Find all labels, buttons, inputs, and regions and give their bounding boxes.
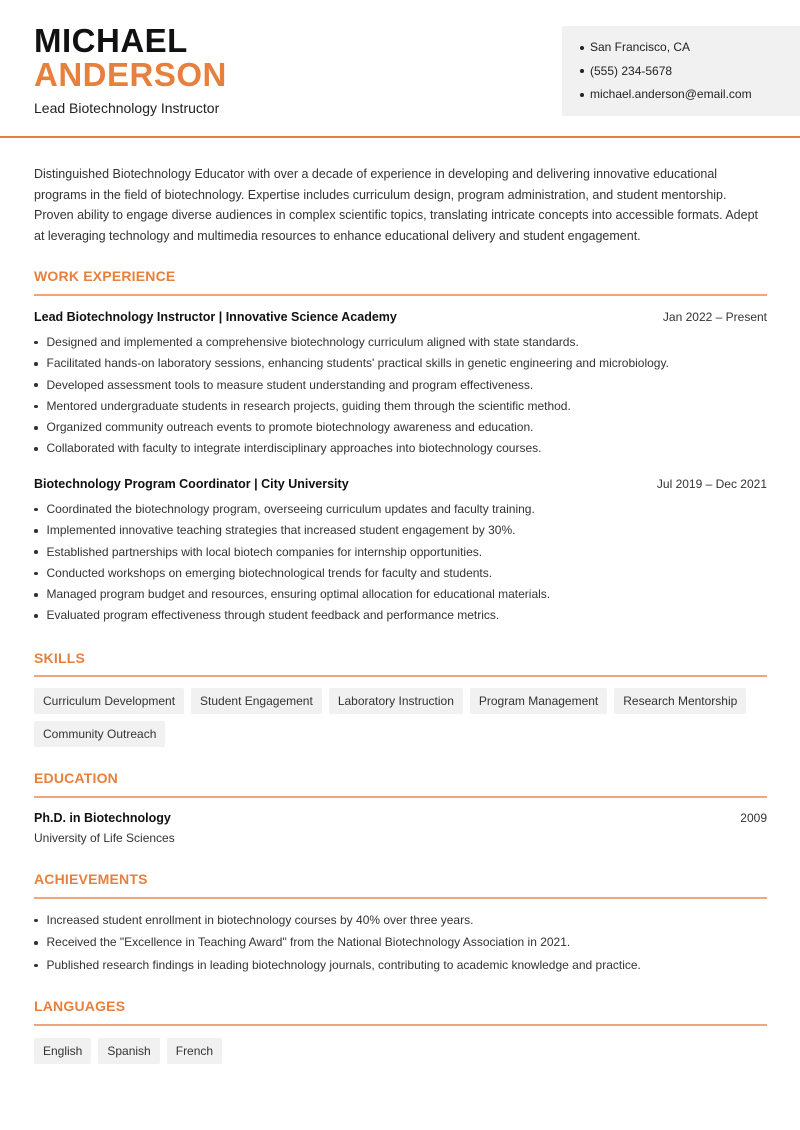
skills-tags [34,688,774,754]
bullet-icon [34,362,38,366]
job-title-2: Biotechnology Program Coordinator | City University [34,477,349,491]
skill-tag: Student Engagement [191,688,322,714]
bullet-text: Managed program budget and resources, ensuring optimal allocation for educational materials. [46,587,551,602]
bullet-text: Collaborated with faculty to integrate interdisciplinary approaches into biotechnology courses. [46,441,542,456]
bullet-icon [34,614,38,618]
bullet-icon [34,550,38,554]
bullet-icon [34,919,38,923]
list-item [34,932,774,955]
section-divider [34,897,767,899]
skill-tag: Program Management [470,688,607,714]
bullet-icon [34,341,38,345]
bullet-text: Established partnerships with local biotech companies for internship opportunities. [46,544,483,559]
bullet-text: Increased student enrollment in biotechnology courses by 40% over three years. [46,912,474,927]
bullet-text: Designed and implemented a comprehensive biotechnology curriculum aligned with state standards. [46,335,579,349]
job-date-2: Jul 2019 – Dec 2021 [656,477,767,491]
resume-header [0,0,800,138]
list-item [34,954,774,977]
bullet-text: Facilitated hands-on laboratory sessions, enhancing students' practical skills in genetic engineering and microbiology. [46,356,669,371]
skill-tag: Research Mentorship [614,688,746,714]
section-divider [34,796,767,798]
bullet-icon [34,941,38,945]
bullet-icon [34,383,38,387]
bullet-text: Received the "Excellence in Teaching Award" from the National Biotechnology Association in 2021. [46,935,571,950]
skill-tag: Laboratory Instruction [329,688,463,714]
language-tag: Spanish [98,1038,159,1064]
list-item [34,396,774,417]
language-tag: English [34,1038,91,1064]
section-divider [34,1024,767,1026]
bullet-text: Coordinated the biotechnology program, overseeing curriculum updates and faculty training. [46,502,535,516]
job-bullets-2 [34,499,774,627]
bullet-icon [34,964,38,968]
list-item [34,353,774,374]
bullet-text: Conducted workshops on emerging biotechnological trends for faculty and students. [46,565,493,580]
contact-email[interactable] [580,83,800,107]
list-item [34,542,774,563]
list-item [34,584,774,605]
achievements-list [34,909,774,977]
bullet-text: Evaluated program effectiveness through student feedback and performance metrics. [46,608,500,623]
bullet-text: Developed assessment tools to measure student understanding and program effectiveness. [46,377,534,392]
last-name: ANDERSON [34,56,227,93]
contact-location [580,36,800,60]
bullet-icon [34,572,38,576]
section-divider [34,294,767,296]
contact-box [562,26,800,116]
education-school: University of Life Sciences [34,831,175,845]
bullet-icon [34,447,38,451]
skill-tag: Community Outreach [34,721,165,747]
contact-phone [580,60,800,84]
achievements-heading: ACHIEVEMENTS [34,871,148,887]
job-bullets-1 [34,332,774,460]
job-title-1: Lead Biotechnology Instructor | Innovative Science Academy [34,310,397,324]
first-name: MICHAEL [34,22,188,59]
list-item [34,417,774,438]
bullet-icon [580,46,584,50]
list-item [34,499,774,520]
education-year: 2009 [740,811,767,825]
work-experience-heading: WORK EXPERIENCE [34,268,176,284]
bullet-icon [34,405,38,409]
list-item [34,909,774,932]
job-date-1: Jan 2022 – Present [662,310,767,324]
list-item [34,375,774,396]
bullet-text: Published research findings in leading biotechnology journals, contributing to academic knowledge and practice. [46,957,641,972]
education-degree: Ph.D. in Biotechnology [34,811,171,825]
job-role: Lead Biotechnology Instructor [34,100,220,116]
bullet-icon [580,93,584,97]
bullet-icon [34,508,38,512]
bullet-text: Organized community outreach events to promote biotechnology awareness and education. [46,420,534,435]
bullet-icon [34,529,38,533]
list-item [34,563,774,584]
list-item [34,605,774,626]
location-text: San Francisco, CA [590,40,691,54]
languages-tags [34,1038,774,1071]
skill-tag: Curriculum Development [34,688,184,714]
email-text[interactable]: michael.anderson@email.com [590,87,752,101]
bullet-icon [580,69,584,73]
section-divider [34,675,767,677]
phone-text: (555) 234-5678 [590,63,673,78]
list-item [34,332,774,353]
education-heading: EDUCATION [34,770,118,786]
bullet-text: Implemented innovative teaching strategies that increased student engagement by 30%. [46,523,516,538]
list-item [34,438,774,459]
language-tag: French [167,1038,222,1064]
bullet-text: Mentored undergraduate students in research projects, guiding them through the scientific method. [46,398,571,413]
list-item [34,520,774,541]
bullet-icon [34,426,38,430]
bullet-icon [34,593,38,597]
summary-text: Distinguished Biotechnology Educator with over a decade of experience in developing and delivering innovative educational programs in the field of biotechnology. Expertise includes curriculum design, program administration, and student mentorship. Proven ability to engage diverse audiences in complex scientific topics, translating intricate concepts into accessible formats. Adept at leveraging technology and multimedia resources to enhance educational delivery and student engagement. [34,167,758,244]
skills-heading: SKILLS [34,650,85,666]
languages-heading: LANGUAGES [34,998,126,1014]
